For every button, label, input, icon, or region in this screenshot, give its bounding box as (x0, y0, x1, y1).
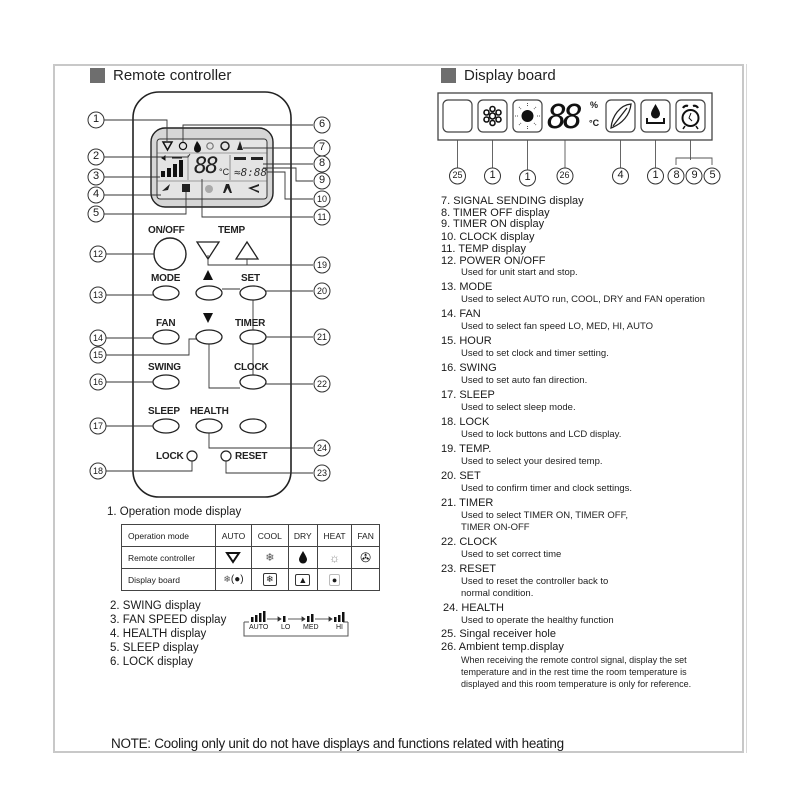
swing-label: SWING (148, 362, 181, 373)
callout-24: 24 (316, 443, 327, 453)
legend-desc: TIMER ON-OFF (461, 521, 530, 533)
callout-16: 16 (92, 377, 103, 387)
auto-board-icon: ❄(●) (216, 569, 252, 591)
callout-23: 23 (316, 468, 327, 478)
display-section-title: Display board (464, 67, 556, 84)
table-row-label: Remote controller (122, 547, 216, 569)
legend-item: 18. LOCK (441, 415, 490, 428)
display-board-digits: 88 (547, 97, 579, 136)
legend-item: 10. CLOCK display (441, 230, 535, 243)
table-header-cell: FAN (352, 525, 380, 547)
remote-section-title: Remote controller (113, 67, 232, 84)
callout-14: 14 (92, 333, 103, 343)
board-callout-1c: 1 (652, 169, 659, 181)
board-callout-4: 4 (617, 169, 624, 181)
right-legend (441, 196, 741, 690)
legend-item: 25. Singal receiver hole (441, 627, 556, 640)
legend-desc: When receiving the remote control signal, display the set (461, 654, 687, 665)
legend-item: 2. SWING display (110, 600, 201, 612)
table-row-label: Display board (122, 569, 216, 591)
callout-3: 3 (92, 170, 100, 182)
reset-label: RESET (235, 451, 268, 462)
fan-speed-lo: LO (281, 624, 291, 631)
legend-item: 26. Ambient temp.display (441, 640, 564, 653)
board-callout-25: 25 (452, 170, 463, 180)
fan-speed-auto: AUTO (249, 624, 269, 631)
legend-item: 17. SLEEP (441, 388, 495, 401)
board-callout-26: 26 (559, 170, 570, 180)
legend-item: 16. SWING (441, 361, 497, 374)
snowflake-icon: ❄ (251, 547, 288, 569)
timer-label: TIMER (235, 318, 266, 329)
callout-15: 15 (92, 350, 103, 360)
callout-13: 13 (92, 290, 103, 300)
legend-desc: normal condition. (461, 587, 534, 599)
board-callout-5: 5 (709, 169, 716, 181)
receiver-hole-box (443, 100, 472, 132)
sun-dot-box-icon: ● (317, 569, 351, 591)
board-callout-1a: 1 (489, 169, 496, 181)
legend-desc: Used to select sleep mode. (461, 401, 576, 413)
legend-item: 21. TIMER (441, 496, 494, 509)
onoff-label: ON/OFF (148, 225, 185, 236)
timer-box (676, 100, 705, 132)
display-unit-percent: % (590, 100, 599, 110)
fan-speed-hi: HI (336, 624, 343, 631)
legend-item: 8. TIMER OFF display (441, 206, 550, 219)
legend-item: 20. SET (441, 469, 481, 482)
board-callout-1b: 1 (524, 171, 531, 183)
display-unit-celsius: °C (589, 118, 600, 128)
callout-5: 5 (92, 207, 100, 219)
callout-19: 19 (316, 260, 327, 270)
callout-8: 8 (318, 157, 326, 169)
callout-12: 12 (92, 249, 103, 259)
callout-6: 6 (318, 118, 326, 130)
legend-desc: Used to select fan speed LO, MED, HI, AUTO (461, 320, 654, 332)
drop-box-icon: ▲ (288, 569, 317, 591)
sleep-label: SLEEP (148, 406, 180, 417)
legend-item: 6. LOCK display (110, 656, 194, 668)
fan-label: FAN (156, 318, 176, 329)
callout-21: 21 (316, 332, 327, 342)
legend-item: 7. SIGNAL SENDING display (441, 195, 584, 207)
legend-desc: Used to reset the controller back to (461, 575, 609, 587)
legend-desc: Used to set correct time (461, 548, 562, 560)
mode-label: MODE (151, 273, 181, 284)
callout-2: 2 (92, 150, 100, 162)
snowflake-box-icon: ❄ (251, 569, 288, 591)
operation-mode-heading: 1. Operation mode display (107, 506, 242, 518)
callout-11: 11 (317, 212, 327, 222)
legend-item: 24. HEALTH (443, 601, 504, 614)
footer-note: NOTE: Cooling only unit do not have displays and functions related with heating (111, 736, 564, 751)
legend-item: 3. FAN SPEED display (110, 614, 227, 626)
fan-icon: ✇ (352, 547, 380, 569)
callout-22: 22 (316, 379, 327, 389)
set-label: SET (241, 273, 260, 284)
cool-box (478, 100, 507, 132)
lcd-temp-unit: °C (219, 167, 230, 177)
svg-text:≈8:88: ≈8:88 (234, 166, 268, 179)
lock-label: LOCK (156, 451, 184, 462)
legend-item: 15. HOUR (441, 334, 492, 347)
legend-desc: Used to set clock and timer setting. (461, 347, 609, 359)
callout-20: 20 (316, 286, 327, 296)
table-header-cell: Operation mode (122, 525, 216, 547)
callout-10: 10 (316, 194, 327, 204)
callout-9: 9 (318, 174, 326, 186)
callout-7: 7 (318, 141, 326, 153)
table-header-cell: AUTO (216, 525, 252, 547)
lcd-temp-digits: 88 (194, 154, 217, 179)
legend-item: 12. POWER ON/OFF (441, 254, 546, 267)
legend-item: 13. MODE (441, 280, 493, 293)
table-header-cell: HEAT (317, 525, 351, 547)
legend-desc: Used to set auto fan direction. (461, 374, 588, 386)
table-header-cell: DRY (288, 525, 317, 547)
legend-item: 22. CLOCK (441, 535, 498, 548)
board-callout-8: 8 (673, 169, 680, 181)
legend-item: 9. TIMER ON display (441, 218, 545, 230)
table-header-cell: COOL (251, 525, 288, 547)
legend-item: 14. FAN (441, 307, 481, 320)
legend-desc: temperature and in the rest time the room temperature is (461, 666, 687, 677)
temp-label: TEMP (218, 225, 245, 236)
clock-label: CLOCK (234, 362, 269, 373)
callout-1: 1 (92, 113, 100, 125)
fan-speed-med: MED (303, 624, 319, 631)
legend-item: 23. RESET (441, 562, 497, 575)
callout-4: 4 (92, 188, 100, 200)
callout-18: 18 (92, 466, 103, 476)
legend-item: 11. TEMP display (441, 242, 526, 255)
board-callout-9: 9 (691, 169, 698, 181)
legend-item: 19. TEMP. (441, 442, 492, 455)
legend-desc: Used to confirm timer and clock settings. (461, 482, 633, 494)
legend-item: 5. SLEEP display (110, 642, 199, 654)
legend-desc: displayed and this room temperature is only for reference. (461, 678, 692, 689)
legend-desc: Used to select AUTO run, COOL, DRY and FAN operation (461, 293, 705, 305)
legend-desc: Used to select your desired temp. (461, 455, 603, 467)
legend-desc: Used to select TIMER ON, TIMER OFF, (461, 509, 628, 521)
legend-item: 4. HEALTH display (110, 628, 207, 640)
callout-17: 17 (92, 421, 103, 431)
legend-desc: Used for unit start and stop. (461, 266, 578, 278)
legend-desc: Used to operate the healthy function (461, 614, 614, 626)
health-label: HEALTH (190, 406, 229, 417)
sun-icon: ☼ (317, 547, 351, 569)
legend-desc: Used to lock buttons and LCD display. (461, 428, 622, 440)
